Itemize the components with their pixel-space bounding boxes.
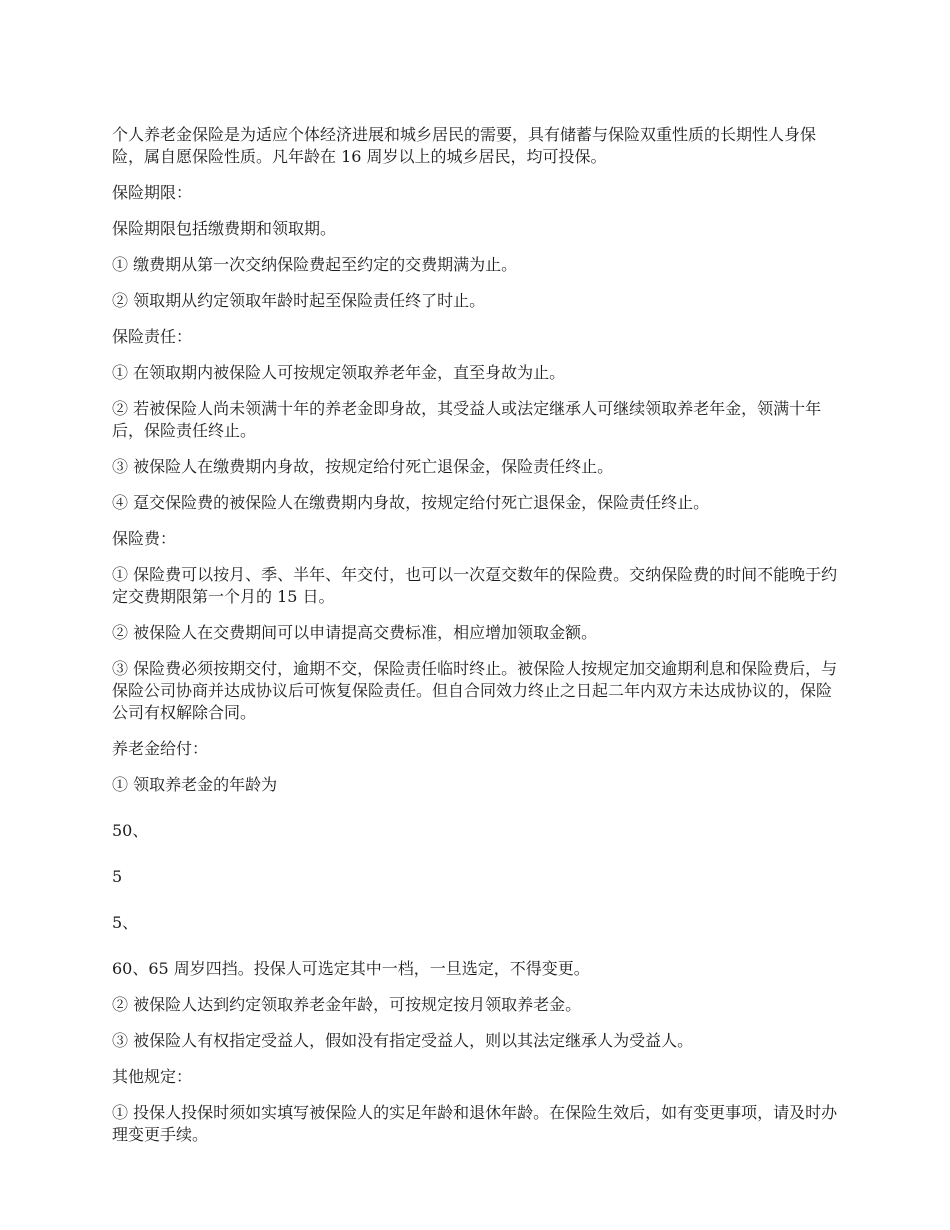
list-item: ② 领取期从约定领取年龄时起至保险责任终了时止。: [112, 291, 486, 310]
list-item: ③ 被保险人在缴费期内身故，按规定给付死亡退保金，保险责任终止。: [112, 457, 614, 476]
list-item: ① 投保人投保时须如实填写被保险人的实足年龄和退休年龄。在保险生效后，如有变更事项，请及时办理变更手续。: [112, 1103, 838, 1144]
document-body: [112, 124, 842, 1160]
list-item: ① 领取养老金的年龄为: [112, 775, 278, 794]
list-item: ③ 保险费必须按期交付，逾期不交，保险责任临时终止。被保险人按规定加交逾期利息和保险费后，与保险公司协商并达成协议后可恢复保险责任。但自合同效力终止之日起二年内双方未达成协议的，保险公司有权解除合同。: [112, 659, 838, 722]
list-item-fragment: 60、65 周岁四挡。投保人可选定其中一档，一旦选定，不得变更。: [112, 959, 590, 978]
list-item: ① 在领取期内被保险人可按规定领取养老年金，直至身故为止。: [112, 363, 566, 382]
list-item-fragment: 5、: [112, 913, 139, 932]
list-item: ② 被保险人达到约定领取养老金年龄，可按规定按月领取养老金。: [112, 995, 582, 1014]
section-heading-liability: 保险责任：: [112, 327, 193, 346]
section-heading-term: 保险期限：: [112, 183, 193, 202]
list-item: ① 保险费可以按月、季、半年、年交付，也可以一次趸交数年的保险费。交纳保险费的时间不能晚于约定交费期限第一个月的 15 日。: [112, 565, 838, 606]
list-item: ③ 被保险人有权指定受益人，假如没有指定受益人，则以其法定继承人为受益人。: [112, 1031, 694, 1050]
list-item: ② 若被保险人尚未领满十年的养老金即身故，其受益人或法定继承人可继续领取养老年金，领满十年后，保险责任终止。: [112, 399, 822, 440]
list-item-fragment: 50、: [112, 821, 149, 840]
list-item: ② 被保险人在交费期间可以申请提高交费标准，相应增加领取金额。: [112, 623, 598, 642]
section-heading-payout: 养老金给付：: [112, 739, 209, 758]
list-item: ① 缴费期从第一次交纳保险费起至约定的交费期满为止。: [112, 255, 518, 274]
list-item: ④ 趸交保险费的被保险人在缴费期内身故，按规定给付死亡退保金，保险责任终止。: [112, 493, 710, 512]
section-heading-other: 其他规定：: [112, 1067, 193, 1086]
paragraph: 保险期限包括缴费期和领取期。: [112, 219, 337, 238]
section-heading-premium: 保险费：: [112, 529, 177, 548]
intro-paragraph: 个人养老金保险是为适应个体经济进展和城乡居民的需要，具有储蓄与保险双重性质的长期性人身保险，属自愿保险性质。凡年龄在 16 周岁以上的城乡居民，均可投保。: [112, 125, 817, 166]
list-item-fragment: 5: [112, 867, 123, 886]
